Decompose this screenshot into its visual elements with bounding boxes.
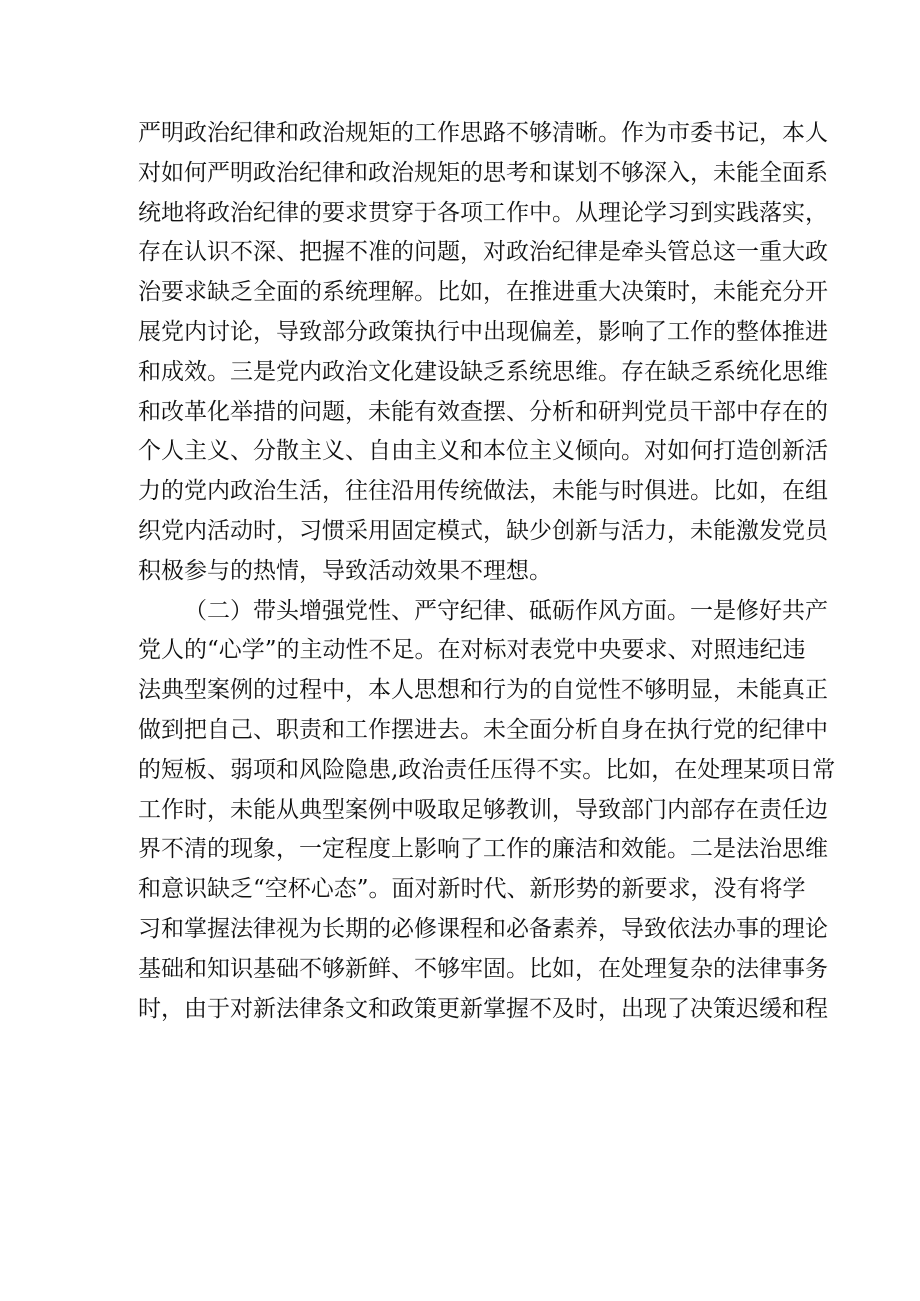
text-line-20: 和意识缺乏“空杯心态”。面对新时代、新形势的新要求，没有将学: [138, 876, 806, 903]
text-line-18: 工作时，未能从典型案例中吸取足够教训，导致部门内部存在责任边: [138, 796, 828, 823]
text-line-13: （二）带头增强党性、严守纪律、砥砺作风方面。一是修好共产: [184, 597, 828, 624]
text-line-14: 党人的“心学”的主动性不足。在对标对表党中央要求、对照违纪违: [138, 637, 806, 664]
text-line-9: 个人主义、分散主义、自由主义和本位主义倾向。对如何打造创新活: [138, 438, 828, 465]
text-line-16: 做到把自己、职责和工作摆进去。未全面分析自身在执行党的纪律中: [138, 716, 828, 743]
text-line-21: 习和掌握法律视为长期的必修课程和必备素养，导致依法办事的理论: [138, 915, 828, 942]
text-line-2: 对如何严明政治纪律和政治规矩的思考和谋划不够深入，未能全面系: [138, 159, 828, 186]
text-line-4: 存在认识不深、把握不准的问题，对政治纪律是牵头管总这一重大政: [138, 239, 828, 266]
text-line-23: 时，由于对新法律条文和政策更新掌握不及时，出现了决策迟缓和程: [138, 995, 828, 1022]
text-line-15: 法典型案例的过程中，本人思想和行为的自觉性不够明显，未能真正: [138, 677, 828, 704]
text-line-10: 力的党内政治生活，往往沿用传统做法，未能与时俱进。比如，在组: [138, 478, 828, 505]
document-body: [138, 114, 836, 1029]
text-line-17: 的短板、弱项和风险隐患,政治责任压得不实。比如，在处理某项日常: [138, 756, 836, 783]
text-line-1: 严明政治纪律和政治规矩的工作思路不够清晰。作为市委书记，本人: [138, 120, 828, 146]
text-line-6: 展党内讨论，导致部分政策执行中出现偏差，影响了工作的整体推进: [138, 318, 828, 345]
text-line-5: 治要求缺乏全面的系统理解。比如，在推进重大决策时，未能充分开: [138, 279, 828, 306]
text-line-22: 基础和知识基础不够新鲜、不够牢固。比如，在处理复杂的法律事务: [138, 955, 828, 982]
text-line-19: 界不清的现象，一定程度上影响了工作的廉洁和效能。二是法治思维: [138, 836, 828, 863]
text-line-12: 积极参与的热情，导致活动效果不理想。: [138, 557, 552, 584]
text-line-3: 统地将政治纪律的要求贯穿于各项工作中。从理论学习到实践落实，: [138, 199, 828, 226]
text-line-7: 和成效。三是党内政治文化建设缺乏系统思维。存在缺乏系统化思维: [138, 358, 828, 385]
text-line-11: 织党内活动时，习惯采用固定模式，缺少创新与活力，未能激发党员: [138, 517, 828, 544]
text-line-8: 和改革化举措的问题，未能有效查摆、分析和研判党员干部中存在的: [138, 398, 828, 425]
